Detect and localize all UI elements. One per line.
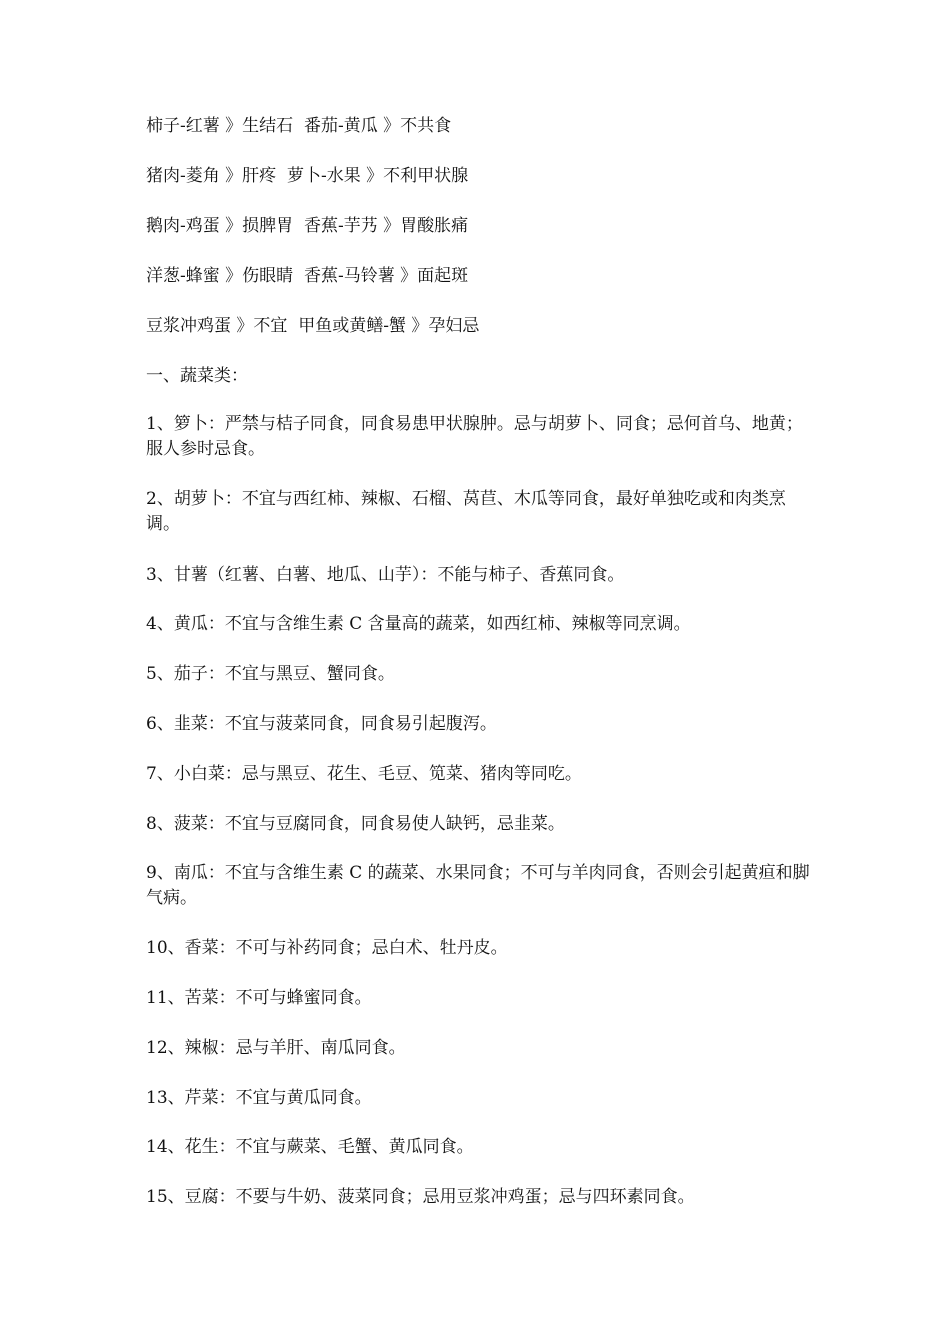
list-item: 10、香菜：不可与补药同食；忌白术、牡丹皮。 [146, 938, 508, 958]
list-item: 11、苦菜：不可与蜂蜜同食。 [146, 988, 372, 1008]
food-pair-line: 猪肉-菱角 》肝疼 萝卜-水果 》不利甲状腺 [146, 166, 469, 186]
list-item: 3、甘薯（红薯、白薯、地瓜、山芋）：不能与柿子、香蕉同食。 [146, 565, 625, 585]
list-item: 2、胡萝卜：不宜与西红柿、辣椒、石榴、莴苣、木瓜等同食，最好单独吃或和肉类烹调。 [146, 489, 786, 534]
food-pair-line: 鹅肉-鸡蛋 》损脾胃 香蕉-芋艿 》胃酸胀痛 [146, 216, 469, 236]
list-item: 7、小白菜：忌与黑豆、花生、毛豆、笕菜、猪肉等同吃。 [146, 764, 582, 784]
list-item: 5、茄子：不宜与黑豆、蟹同食。 [146, 664, 395, 684]
food-pair-line: 柿子-红薯 》生结石 番茄-黄瓜 》不共食 [146, 116, 452, 136]
list-item: 8、菠菜：不宜与豆腐同食，同食易使人缺钙，忌韭菜。 [146, 814, 565, 834]
list-item: 4、黄瓜：不宜与含维生素 C 含量高的蔬菜，如西红柿、辣椒等同烹调。 [146, 614, 691, 634]
list-item: 13、芹菜：不宜与黄瓜同食。 [146, 1088, 372, 1108]
list-item: 6、韭菜：不宜与菠菜同食，同食易引起腹泻。 [146, 714, 497, 734]
food-pair-line: 洋葱-蜂蜜 》伤眼睛 香蕉-马铃薯 》面起斑 [146, 266, 469, 286]
list-item: 15、豆腐：不要与牛奶、菠菜同食；忌用豆浆冲鸡蛋；忌与四环素同食。 [146, 1187, 695, 1207]
section-title: 一、蔬菜类： [146, 366, 248, 386]
list-item: 12、辣椒：忌与羊肝、南瓜同食。 [146, 1038, 406, 1058]
food-pair-line: 豆浆冲鸡蛋 》不宜 甲鱼或黄鳝-蟹 》孕妇忌 [146, 316, 480, 336]
list-item: 1、箩卜：严禁与桔子同食，同食易患甲状腺肿。忌与胡萝卜、同食；忌何首乌、地黄；服人参时忌食。 [146, 414, 803, 459]
list-item: 14、花生：不宜与蕨菜、毛蟹、黄瓜同食。 [146, 1137, 474, 1157]
list-item: 9、南瓜：不宜与含维生素 C 的蔬菜、水果同食；不可与羊肉同食，否则会引起黄疸和脚气病。 [146, 863, 810, 908]
